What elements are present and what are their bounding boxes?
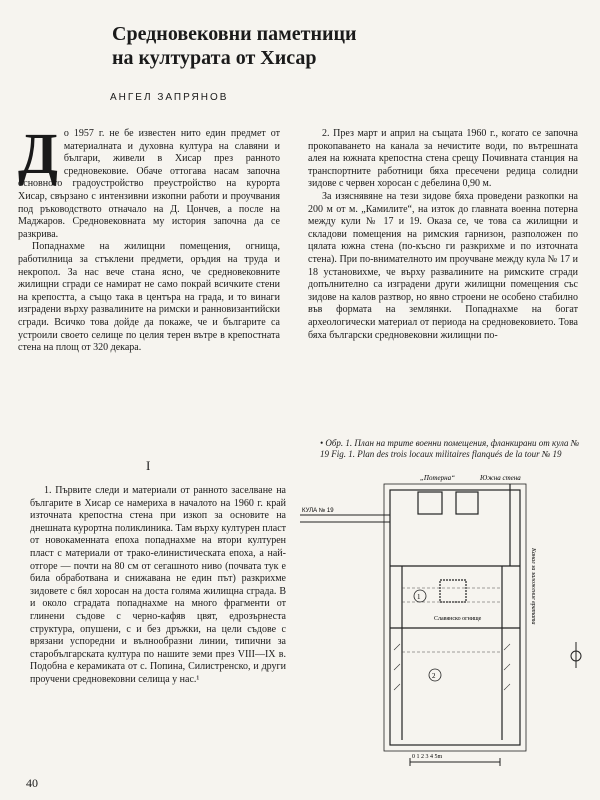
plan-hatch-4 <box>504 644 510 650</box>
plan-potern-left <box>418 492 442 514</box>
page-number: 40 <box>26 776 38 790</box>
plan-hatch-3 <box>394 684 400 690</box>
plan-hatch-1 <box>394 644 400 650</box>
column-b <box>308 128 578 342</box>
column-a <box>18 121 280 355</box>
plan-label-oven: Славянско огнище <box>434 616 482 622</box>
plan-label-scale: 0 1 2 3 4 5m <box>412 754 443 760</box>
plan-label-tower: КУЛА № 19 <box>302 508 334 514</box>
plan-label-room2: 2 <box>432 672 436 680</box>
author-name: АНГЕЛ ЗАПРЯНОВ <box>110 92 229 103</box>
plan-north-arrow <box>571 642 581 668</box>
plan-hatch-2 <box>394 664 400 670</box>
plan-label-canal: Канал за заложение вратата <box>530 548 536 625</box>
drop-cap: Д <box>18 121 58 186</box>
paragraph-c1: 1. Първите следи и материали от ранното заселване на българите в Хисар се намериха в началото на 1960 г. край източната крепостна стена при изкоп за основите на днешната курортна поликлиника. Там върху културен пласт от новокаменната епоха попаднахме на втори културен пласт с материали от тракo-елинистическата епоха, а най-отгоре — почти на 80 см от сегашното ниво (почвата тук е била обработвана и снижавана не един път) разкрихме зидовете с бял хоросан на доста голяма жилищна сграда. В и около сградата попаднахме на много фрагменти от глинени съдове с черно-кафяв цвят, едрозърнеста структура, опушени, с и без дръжки, на цели съдове с врязани успоредни и вълнообразни линии, типични за старобългарската култура по нашите земи през VIII—IX в. Подобна е керамиката от с. Попина, Силистренско, и други проучени средновековни селища у нас.¹ <box>30 485 286 685</box>
plan-label-south-wall: Южна стена <box>480 474 521 482</box>
site-plan-figure <box>300 470 592 770</box>
plan-hatch-5 <box>504 664 510 670</box>
title-line-2: на културата от Хисар <box>112 47 317 69</box>
figure-caption: • Обр. 1. План на трите военни помещения, фланкирани от кула № 19 Fig. 1. Plan des trois locaux militaires flanqués de la tour № 19 <box>320 438 580 459</box>
title-line-1: Средновековни паметници <box>112 23 357 45</box>
plan-hatch-6 <box>504 684 510 690</box>
plan-potern-right <box>456 492 478 514</box>
article-title <box>112 22 442 70</box>
paragraph-a1: о 1957 г. не бе известен нито един предмет от материалната и духовна култура на славяни и българи, живели в Хисар през ранното средновековие. Обаче оттогава насам започна основното градоустройство преустройство на курорта Хисар, свързано с интензивни изкопни работи и проучвания под ръководството отначало на Д. Цончев, а после на Маджаров. Средновековната му история започна да се разкрива. <box>18 128 280 240</box>
plan-label-potern: „Потерна“ <box>420 474 455 482</box>
plan-oven <box>440 580 466 602</box>
paragraph-a2: Попаднахме на жилищни помещения, огнища, работилница за стъклени предмети, оръдия на труда и некропол. За нас вече стана ясно, че средновековните жилищни сгради се намират не само покрай всичките стени на крепостта, а също така в центъра на града, и то винаги изградени върху развалините на римски и ранновизантийски сгради. Всичко това дойде да покаже, че и българите са устроили своето селище по целия терен вътре в крепостната стена на площ от 320 декара. <box>18 241 280 354</box>
column-c <box>30 485 286 687</box>
paragraph-b1: 2. През март и април на същата 1960 г., когато се започна прокопаването на канала за нечистите води, по вътрешната алея на южната крепостна стена срещу Почивната станция на транспортните работници бяха пресечени редица солидни зидове с червен хоросан с дебелина 0,90 м. <box>308 128 578 190</box>
paragraph-b2: За изяснявяне на тези зидове бяха проведени разкопки на 200 м от м. „Камилите“, на изток до главната военна потерна между кули № 17 и 19. Оказа се, че това са жилищни и складови помещения на римския гарнизон, разположен по цялата южна стена (по-късно ги разкрихме и по източната стена). При по-внимателното им проучване между кула № 17 и 18 установихме, че върху развалините на римските сгради допълнително са изградени други жилищни помещения със зидове на калов разтвор, но явно строени не особено стабилно във формата на землянки. Попаднахме на богат археологически материал от периода на средновековието. Това бяха български средновековни жилищни по- <box>308 190 578 341</box>
plan-label-room1: 1 <box>417 593 421 601</box>
section-numeral: I <box>146 458 151 473</box>
